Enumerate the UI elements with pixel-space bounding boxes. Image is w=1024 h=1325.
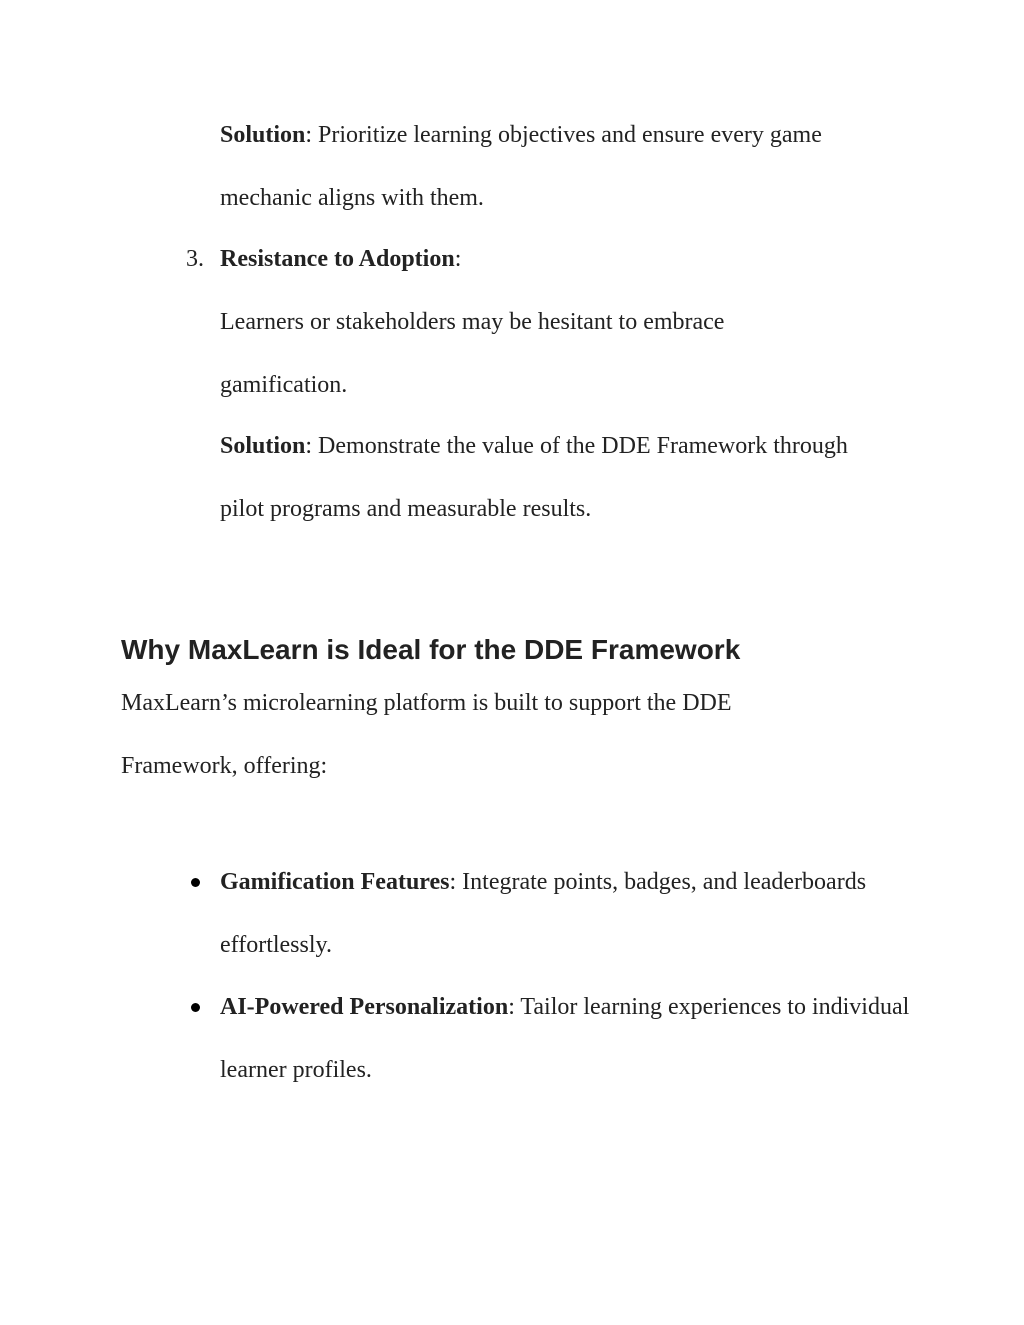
feature-title: AI-Powered Personalization	[220, 994, 509, 1020]
item3-solution	[220, 415, 880, 540]
item2-solution	[220, 104, 880, 229]
bullet-icon	[191, 878, 200, 887]
section-heading: Why MaxLearn is Ideal for the DDE Framework	[121, 634, 741, 665]
section-intro: MaxLearn’s microlearning platform is built to support the DDE Framework, offering:	[121, 690, 732, 779]
item3-title-suffix: :	[454, 246, 462, 272]
item2-solution-text: : Prioritize learning objectives and ensure every game mechanic aligns with them.	[220, 122, 822, 211]
item3-description: Learners or stakeholders may be hesitant to embrace gamification.	[220, 309, 725, 398]
feature-item-personalization	[220, 976, 920, 1101]
item3-title: Resistance to Adoption	[220, 246, 455, 272]
feature-item-gamification	[220, 851, 870, 976]
item3-solution-label: Solution	[220, 433, 306, 459]
feature-title: Gamification Features	[220, 869, 450, 895]
item3-solution-text: : Demonstrate the value of the DDE Framework through pilot programs and measurable results.	[220, 433, 848, 522]
item3-title-line	[220, 228, 920, 291]
feature-text: : Tailor learning experiences to individual learner profiles.	[220, 994, 910, 1083]
feature-text: : Integrate points, badges, and leaderboards effortlessly.	[220, 869, 867, 958]
item3-number: 3.	[186, 246, 204, 272]
bullet-icon	[191, 1003, 200, 1012]
item2-solution-label: Solution	[220, 122, 306, 148]
